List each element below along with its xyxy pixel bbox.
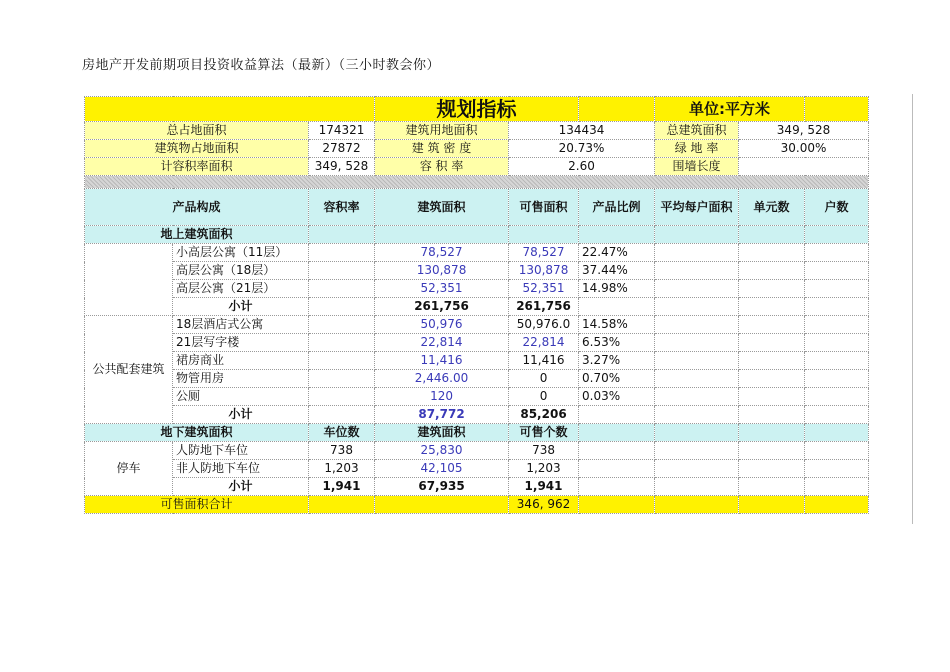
parking-area: 42,105 <box>375 460 509 478</box>
saleable-area: 0 <box>509 388 579 406</box>
parking-saleable: 738 <box>509 442 579 460</box>
product-name: 裙房商业 <box>173 352 309 370</box>
subtotal-label: 小计 <box>173 406 309 424</box>
building-area: 50,976 <box>375 316 509 334</box>
underground-col-spaces: 车位数 <box>309 424 375 442</box>
residential-group-cell <box>85 244 173 316</box>
subtotal-label: 小计 <box>173 298 309 316</box>
summary-label: 绿 地 率 <box>655 140 739 158</box>
summary-label: 建 筑 密 度 <box>375 140 509 158</box>
subtotal-label: 小计 <box>173 478 309 496</box>
total-value: 346, 962 <box>509 496 579 514</box>
title-spacer-3 <box>805 97 869 122</box>
product-name: 高层公寓（18层） <box>173 262 309 280</box>
summary-value: 30.00% <box>739 140 869 158</box>
total-label: 可售面积合计 <box>85 496 309 514</box>
summary-label: 建筑物占地面积 <box>85 140 309 158</box>
product-ratio: 22.47% <box>579 244 655 262</box>
header-household-count: 户数 <box>805 189 869 226</box>
summary-label: 计容积率面积 <box>85 158 309 176</box>
title-spacer <box>85 97 375 122</box>
parking-area: 25,830 <box>375 442 509 460</box>
above-ground-label: 地上建筑面积 <box>85 226 309 244</box>
header-saleable-area: 可售面积 <box>509 189 579 226</box>
product-ratio: 37.44% <box>579 262 655 280</box>
subtotal-building-area: 261,756 <box>375 298 509 316</box>
product-name: 21层写字楼 <box>173 334 309 352</box>
unit-label: 单位:平方米 <box>655 97 805 122</box>
building-area: 22,814 <box>375 334 509 352</box>
header-product: 产品构成 <box>85 189 309 226</box>
parking-name: 非人防地下车位 <box>173 460 309 478</box>
product-ratio: 14.98% <box>579 280 655 298</box>
saleable-area: 50,976.0 <box>509 316 579 334</box>
summary-value: 349, 528 <box>309 158 375 176</box>
underground-col-saleable: 可售个数 <box>509 424 579 442</box>
header-product-ratio: 产品比例 <box>579 189 655 226</box>
subtotal-building-area: 87,772 <box>375 406 509 424</box>
title-spacer-2 <box>579 97 655 122</box>
product-ratio: 3.27% <box>579 352 655 370</box>
summary-value: 2.60 <box>509 158 655 176</box>
parking-spaces: 1,203 <box>309 460 375 478</box>
saleable-area: 11,416 <box>509 352 579 370</box>
product-ratio: 6.53% <box>579 334 655 352</box>
sheet-title: 规划指标 <box>375 97 579 122</box>
summary-value: 174321 <box>309 122 375 140</box>
underground-col-area: 建筑面积 <box>375 424 509 442</box>
building-area: 78,527 <box>375 244 509 262</box>
product-ratio: 0.03% <box>579 388 655 406</box>
subtotal-parking-spaces: 1,941 <box>309 478 375 496</box>
saleable-area: 78,527 <box>509 244 579 262</box>
subtotal-parking-area: 67,935 <box>375 478 509 496</box>
parking-name: 人防地下车位 <box>173 442 309 460</box>
product-name: 物管用房 <box>173 370 309 388</box>
public-facilities-label: 公共配套建筑 <box>85 316 173 424</box>
planning-index-table <box>84 96 869 514</box>
building-area: 120 <box>375 388 509 406</box>
summary-label: 围墙长度 <box>655 158 739 176</box>
product-ratio: 14.58% <box>579 316 655 334</box>
summary-label: 总占地面积 <box>85 122 309 140</box>
summary-value: 20.73% <box>509 140 655 158</box>
parking-label: 停车 <box>85 442 173 496</box>
subtotal-parking-saleable: 1,941 <box>509 478 579 496</box>
header-unit-count: 单元数 <box>739 189 805 226</box>
underground-label: 地下建筑面积 <box>85 424 309 442</box>
summary-label: 建筑用地面积 <box>375 122 509 140</box>
summary-value: 134434 <box>509 122 655 140</box>
summary-label: 容 积 率 <box>375 158 509 176</box>
saleable-area: 22,814 <box>509 334 579 352</box>
product-ratio: 0.70% <box>579 370 655 388</box>
summary-label: 总建筑面积 <box>655 122 739 140</box>
document-title: 房地产开发前期项目投资收益算法（最新）（三小时教会你） <box>82 58 441 73</box>
parking-spaces: 738 <box>309 442 375 460</box>
product-name: 小高层公寓（11层） <box>173 244 309 262</box>
summary-value <box>739 158 869 176</box>
saleable-area: 52,351 <box>509 280 579 298</box>
parking-saleable: 1,203 <box>509 460 579 478</box>
summary-value: 27872 <box>309 140 375 158</box>
header-avg-unit-area: 平均每户面积 <box>655 189 739 226</box>
building-area: 130,878 <box>375 262 509 280</box>
header-building-area: 建筑面积 <box>375 189 509 226</box>
product-name: 公厕 <box>173 388 309 406</box>
building-area: 2,446.00 <box>375 370 509 388</box>
saleable-area: 130,878 <box>509 262 579 280</box>
building-area: 52,351 <box>375 280 509 298</box>
building-area: 11,416 <box>375 352 509 370</box>
saleable-area: 0 <box>509 370 579 388</box>
header-far: 容积率 <box>309 189 375 226</box>
page-margin-line <box>912 94 913 524</box>
separator-band <box>85 176 869 189</box>
summary-value: 349, 528 <box>739 122 869 140</box>
product-name: 高层公寓（21层） <box>173 280 309 298</box>
product-name: 18层酒店式公寓 <box>173 316 309 334</box>
subtotal-saleable-area: 261,756 <box>509 298 579 316</box>
subtotal-saleable-area: 85,206 <box>509 406 579 424</box>
